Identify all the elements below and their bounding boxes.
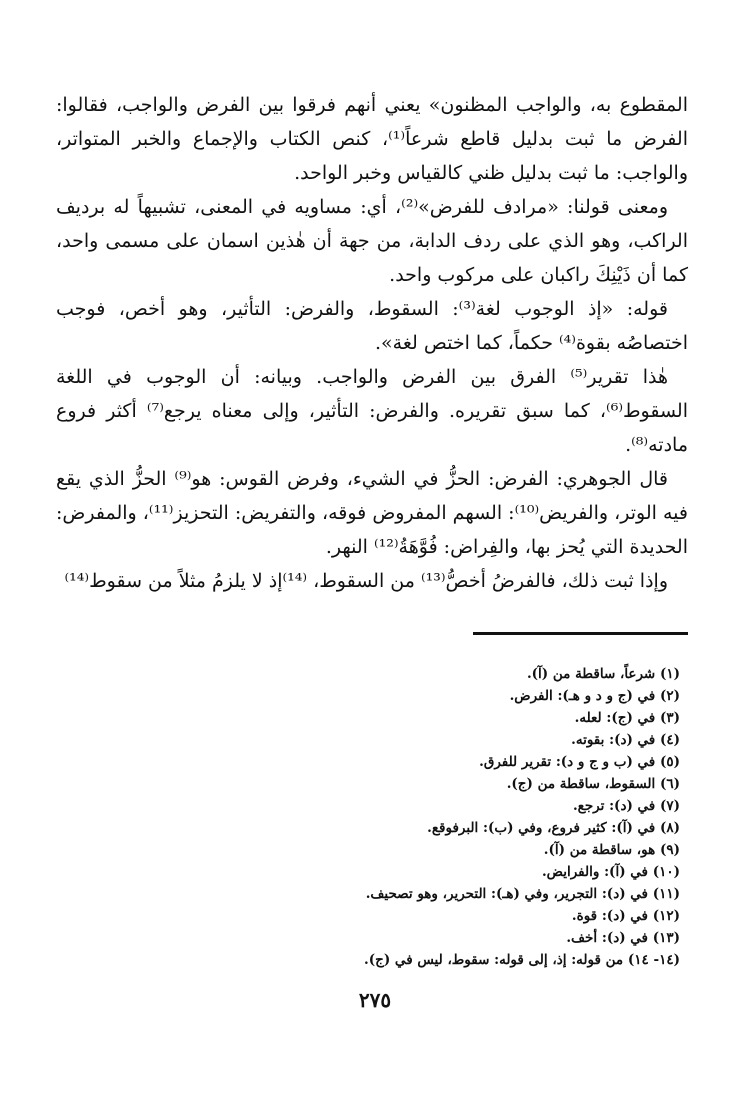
paragraph-6: وإذا ثبت ذلك، فالفرضُ أخصُّ⁽¹³⁾ من السقوط، ⁽¹⁴⁾إذ لا يلزمُ مثلاً من سقوط⁽¹⁴⁾ [64, 570, 668, 592]
footnote: (٦) السقوط، ساقطة من (ج). [506, 776, 680, 792]
footnote: (١٣) في (د): أخف. [566, 930, 680, 946]
page-number: ٢٧٥ [358, 988, 392, 1012]
footnote: (١٤- ١٤) من قوله: إذ، إلى قوله: سقوط، ليس في (ج). [364, 952, 680, 968]
paragraph-5: قال الجوهري: الفرض: الحزُّ في الشيء، وفرض القوس: هو⁽⁹⁾ الحزُّ الذي يقع فيه الوتر، والفريض⁽¹⁰⁾: السهم المفروض فوقه، والتفريض: التحزيز⁽¹¹⁾، والمفرض: الحديدة التي يُحز بها، والفِراض: فُوَّهَةُ⁽¹²⁾ النهر. [56, 468, 688, 558]
paragraph-3: قوله: «إذ الوجوب لغة⁽³⁾: السقوط، والفرض: التأثير، وهو أخص، فوجب اختصاصُه بقوة⁽⁴⁾ حكماً، كما اختص لغة». [56, 298, 688, 354]
main-text [56, 88, 688, 598]
footnote: (١١) في (د): التجرير، وفي (هـ): التحرير، وهو تصحيف. [365, 886, 680, 902]
footnote: (٣) في (ج): لعله. [574, 710, 680, 726]
footnote: (٥) في (ب و ج و د): تقرير للفرق. [479, 754, 680, 770]
paragraph-4: هٰذا تقرير⁽⁵⁾ الفرق بين الفرض والواجب. وبيانه: أن الوجوب في اللغة السقوط⁽⁶⁾، كما سبق تقريره. والفرض: التأثير، وإلى معناه يرجع⁽⁷⁾ أكثر فروع مادته⁽⁸⁾. [56, 366, 688, 456]
footnote: (٤) في (د): بقوته. [571, 732, 680, 748]
footnote: (٢) في (ج و د و هـ): الفرض. [509, 688, 680, 704]
footnotes [56, 663, 680, 971]
footnote: (١) شرعاً، ساقطة من (آ). [526, 666, 680, 682]
footnote: (٩) هو، ساقطة من (آ). [543, 842, 680, 858]
footnote: (٧) في (د): ترجع. [572, 798, 680, 814]
footnote: (٨) في (آ): كثير فروع، وفي (ب): البرفوقع. [427, 820, 680, 836]
paragraph-2: ومعنى قولنا: «مرادف للفرض»⁽²⁾، أي: مساويه في المعنى، تشبيهاً له برديف الراكب، وهو الذي على ردف الدابة، من جهة أن هٰذين اسمان على مسمى واحد، كما أن ذَيْنِكَ راكبان على مركوب واحد. [56, 196, 688, 286]
footnote-separator [473, 632, 688, 635]
paragraph-1: المقطوع به، والواجب المظنون» يعني أنهم فرقوا بين الفرض والواجب، فقالوا: الفرض ما ثبت بدليل قاطع شرعاً⁽¹⁾، كنص الكتاب والإجماع والخبر المتواتر، والواجب: ما ثبت بدليل ظني كالقياس وخبر الواحد. [56, 94, 688, 184]
footnote: (١٠) في (آ): والفرايض. [541, 864, 680, 880]
footnote: (١٢) في (د): قوة. [571, 908, 680, 924]
